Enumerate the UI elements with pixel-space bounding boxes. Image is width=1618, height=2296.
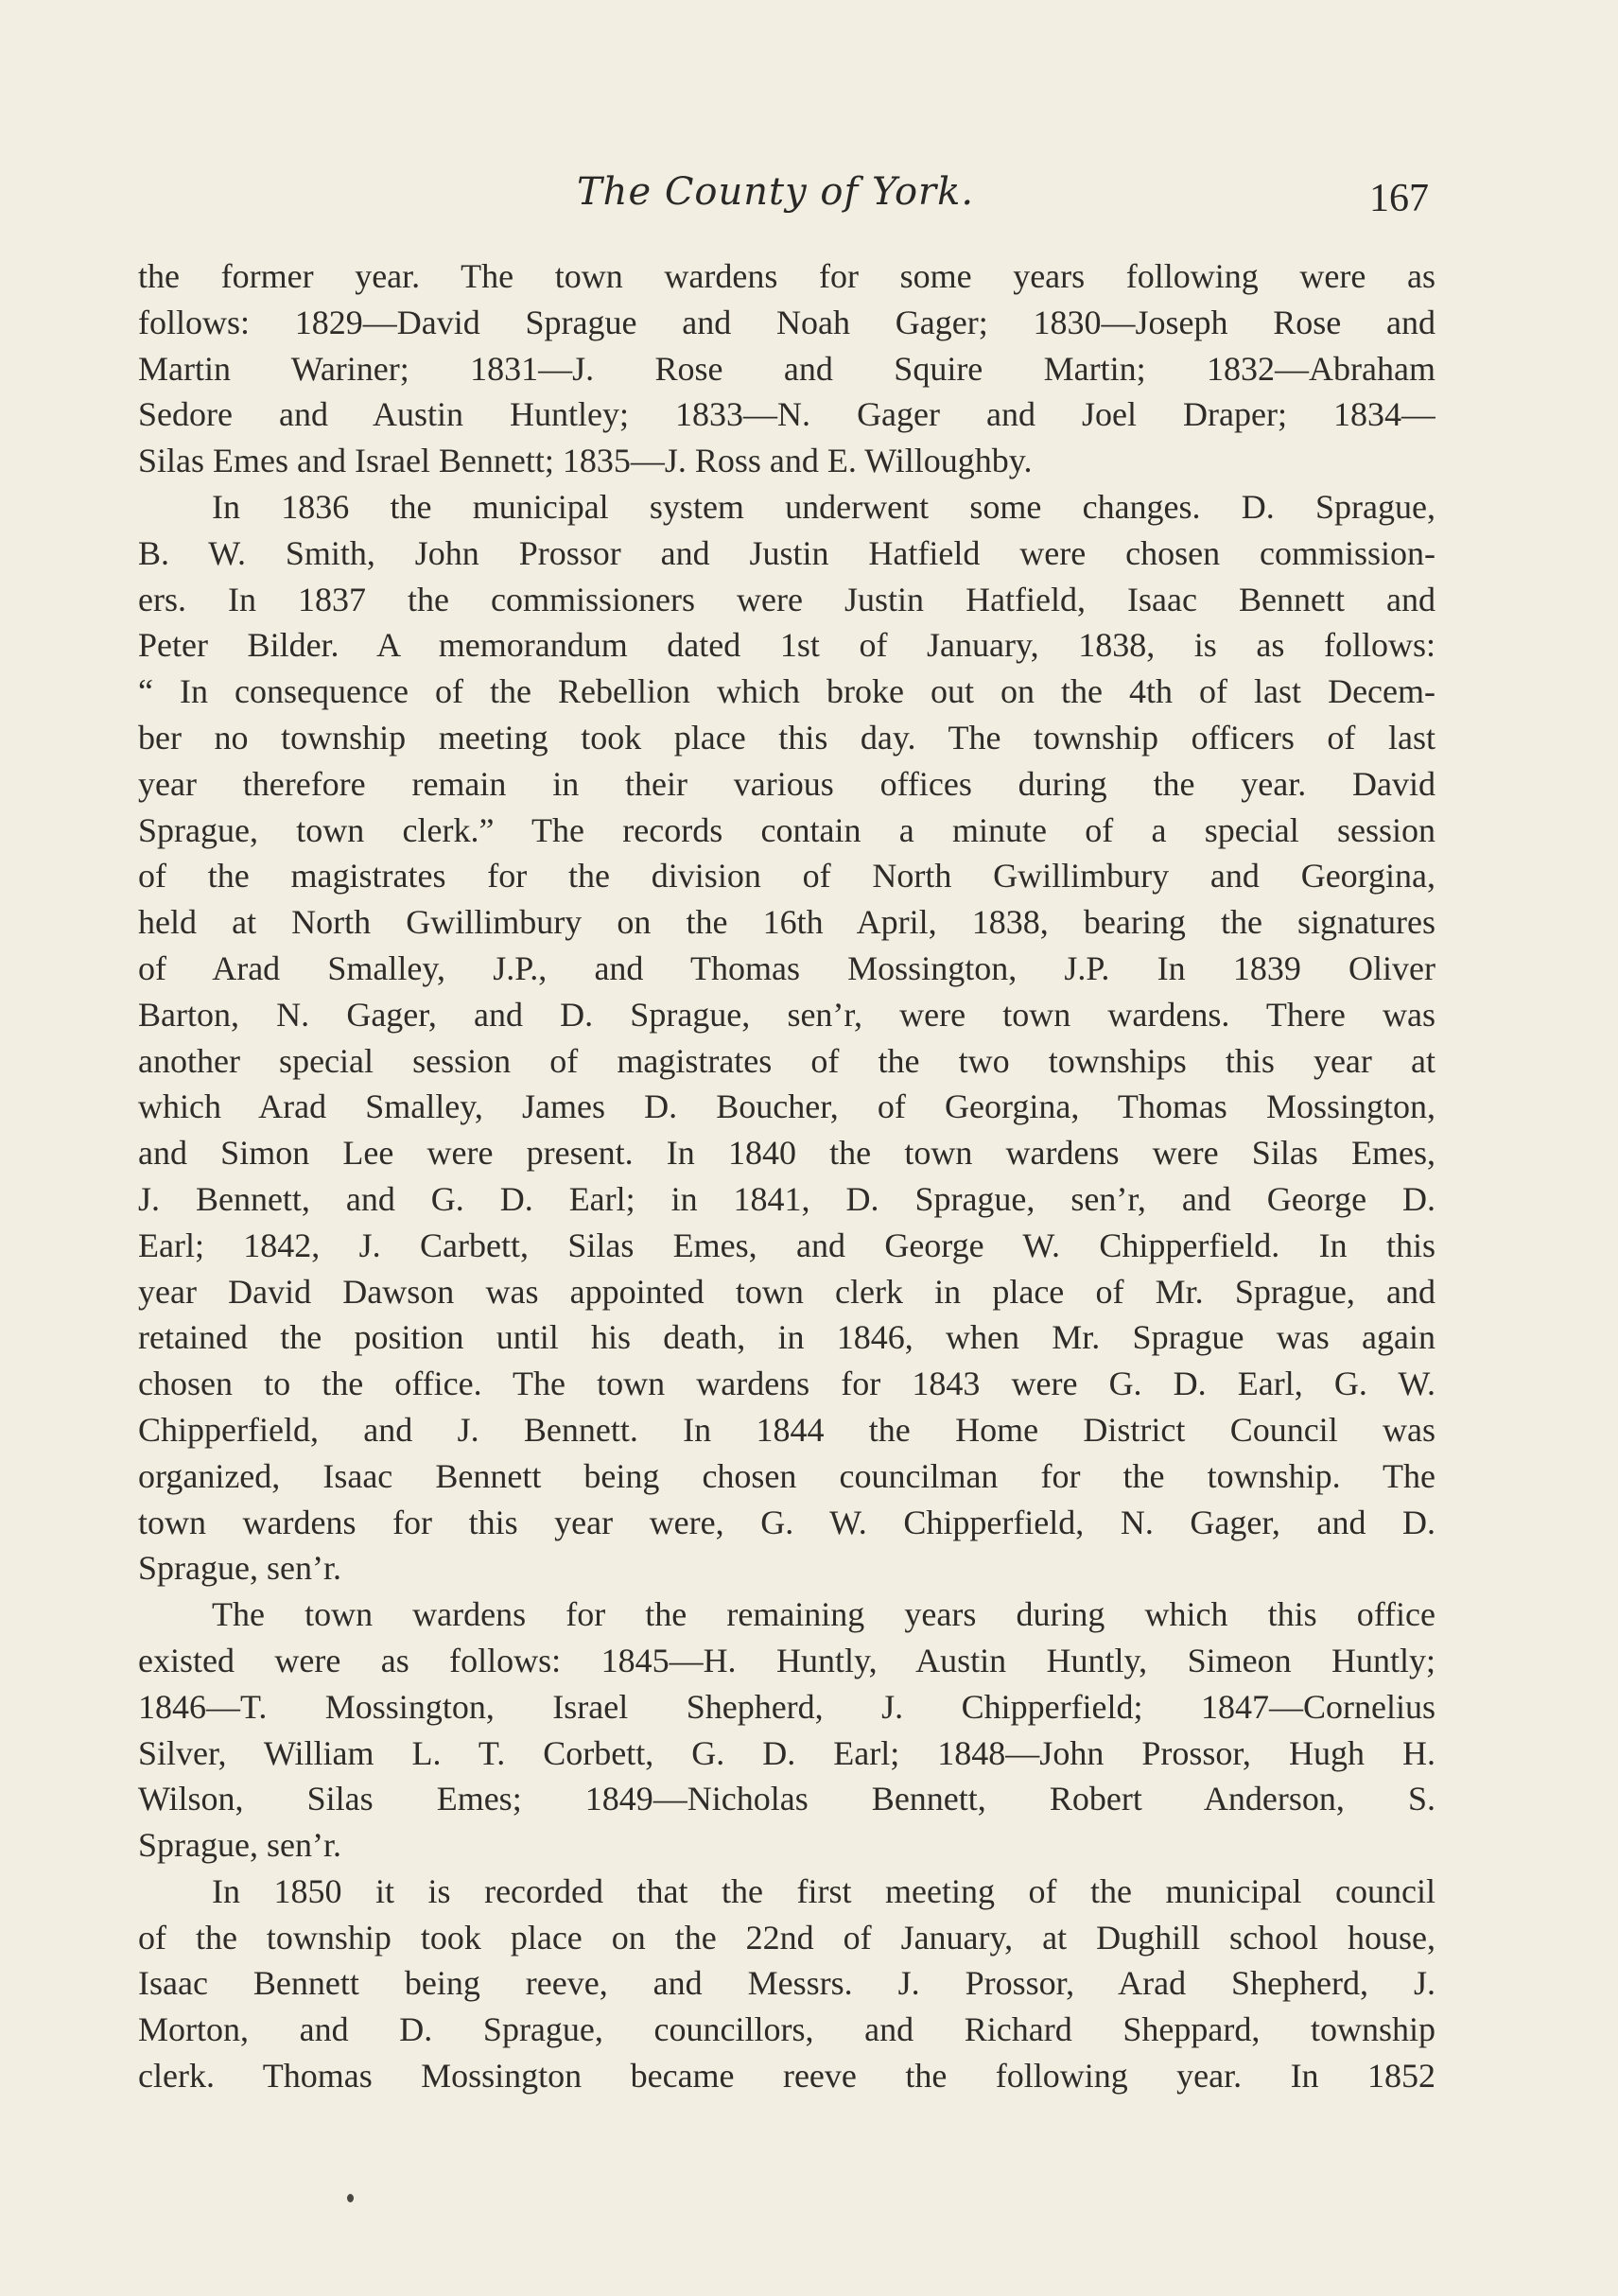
text-line: existed were as follows: 1845—H. Huntly, Austin Huntly, Simeon Huntly;: [138, 1641, 1435, 1679]
text-line: of the magistrates for the division of North Gwillimbury and Georgina,: [138, 857, 1435, 896]
text-line: Silas Emes and Israel Bennett; 1835—J. Ross and E. Willoughby.: [138, 442, 1033, 480]
text-line: Wilson, Silas Emes; 1849—Nicholas Bennett, Robert Anderson, S.: [138, 1780, 1435, 1818]
text-line: year David Dawson was appointed town clerk in place of Mr. Sprague, and: [138, 1272, 1435, 1311]
text-line: The town wardens for the remaining years during which this office: [212, 1595, 1435, 1634]
text-line: clerk. Thomas Mossington became reeve the following year. In 1852: [138, 2057, 1435, 2096]
text-line: Silver, William L. T. Corbett, G. D. Earl; 1848—John Prossor, Hugh H.: [138, 1733, 1435, 1772]
text-line: Isaac Bennett being reeve, and Messrs. J. Prossor, Arad Shepherd, J.: [138, 1964, 1435, 2003]
text-line: another special session of magistrates of the two townships this year at: [138, 1041, 1435, 1080]
running-title: The County of York.: [577, 170, 975, 214]
text-line: held at North Gwillimbury on the 16th April, 1838, bearing the signatures: [138, 903, 1435, 942]
body-text: [138, 253, 1435, 2099]
text-line: Morton, and D. Sprague, councillors, and Richard Sheppard, township: [138, 2010, 1435, 2049]
text-line: the former year. The town wardens for some years following were as: [138, 257, 1435, 295]
text-line: Sprague, town clerk.” The records contain a minute of a special session: [138, 810, 1435, 849]
page-number: 167: [1369, 177, 1429, 220]
text-line: Sprague, sen’r.: [138, 1826, 341, 1865]
text-line: “ In consequence of the Rebellion which broke out on the 4th of last Decem-: [138, 672, 1435, 711]
text-line: Barton, N. Gager, and D. Sprague, sen’r, were town wardens. There was: [138, 995, 1435, 1034]
text-line: Earl; 1842, J. Carbett, Silas Emes, and George W. Chipperfield. In this: [138, 1226, 1435, 1264]
text-line: Peter Bilder. A memorandum dated 1st of January, 1838, is as follows:: [138, 626, 1435, 665]
text-line: Sedore and Austin Huntley; 1833—N. Gager and Joel Draper; 1834—: [138, 395, 1435, 434]
text-line: Martin Wariner; 1831—J. Rose and Squire Martin; 1832—Abraham: [138, 349, 1435, 388]
text-line: of Arad Smalley, J.P., and Thomas Mossington, J.P. In 1839 Oliver: [138, 948, 1435, 987]
text-line: of the township took place on the 22nd of January, at Dughill school house,: [138, 1918, 1435, 1957]
text-line: J. Bennett, and G. D. Earl; in 1841, D. Sprague, sen’r, and George D.: [138, 1179, 1435, 1218]
text-line: B. W. Smith, John Prossor and Justin Hatfield were chosen commission-: [138, 533, 1435, 572]
text-line: town wardens for this year were, G. W. Chipperfield, N. Gager, and D.: [138, 1503, 1435, 1541]
text-line: follows: 1829—David Sprague and Noah Gager; 1830—Joseph Rose and: [138, 303, 1435, 341]
text-line: 1846—T. Mossington, Israel Shepherd, J. Chipperfield; 1847—Cornelius: [138, 1687, 1435, 1726]
text-line: In 1850 it is recorded that the first meeting of the municipal council: [212, 1871, 1435, 1910]
text-line: ers. In 1837 the commissioners were Justin Hatfield, Isaac Bennett and: [138, 580, 1435, 618]
text-line: which Arad Smalley, James D. Boucher, of Georgina, Thomas Mossington,: [138, 1087, 1435, 1126]
text-line: year therefore remain in their various offices during the year. David: [138, 764, 1435, 803]
ink-speck: [347, 2194, 354, 2202]
running-head: [0, 170, 1618, 227]
text-line: retained the position until his death, in 1846, when Mr. Sprague was again: [138, 1318, 1435, 1357]
text-line: organized, Isaac Bennett being chosen councilman for the township. The: [138, 1456, 1435, 1495]
text-line: Sprague, sen’r.: [138, 1549, 341, 1588]
text-line: ber no township meeting took place this day. The township officers of last: [138, 718, 1435, 757]
text-line: Chipperfield, and J. Bennett. In 1844 the Home District Council was: [138, 1410, 1435, 1449]
text-line: In 1836 the municipal system underwent some changes. D. Sprague,: [212, 487, 1435, 526]
text-line: and Simon Lee were present. In 1840 the town wardens were Silas Emes,: [138, 1134, 1435, 1173]
text-line: chosen to the office. The town wardens for 1843 were G. D. Earl, G. W.: [138, 1365, 1435, 1403]
